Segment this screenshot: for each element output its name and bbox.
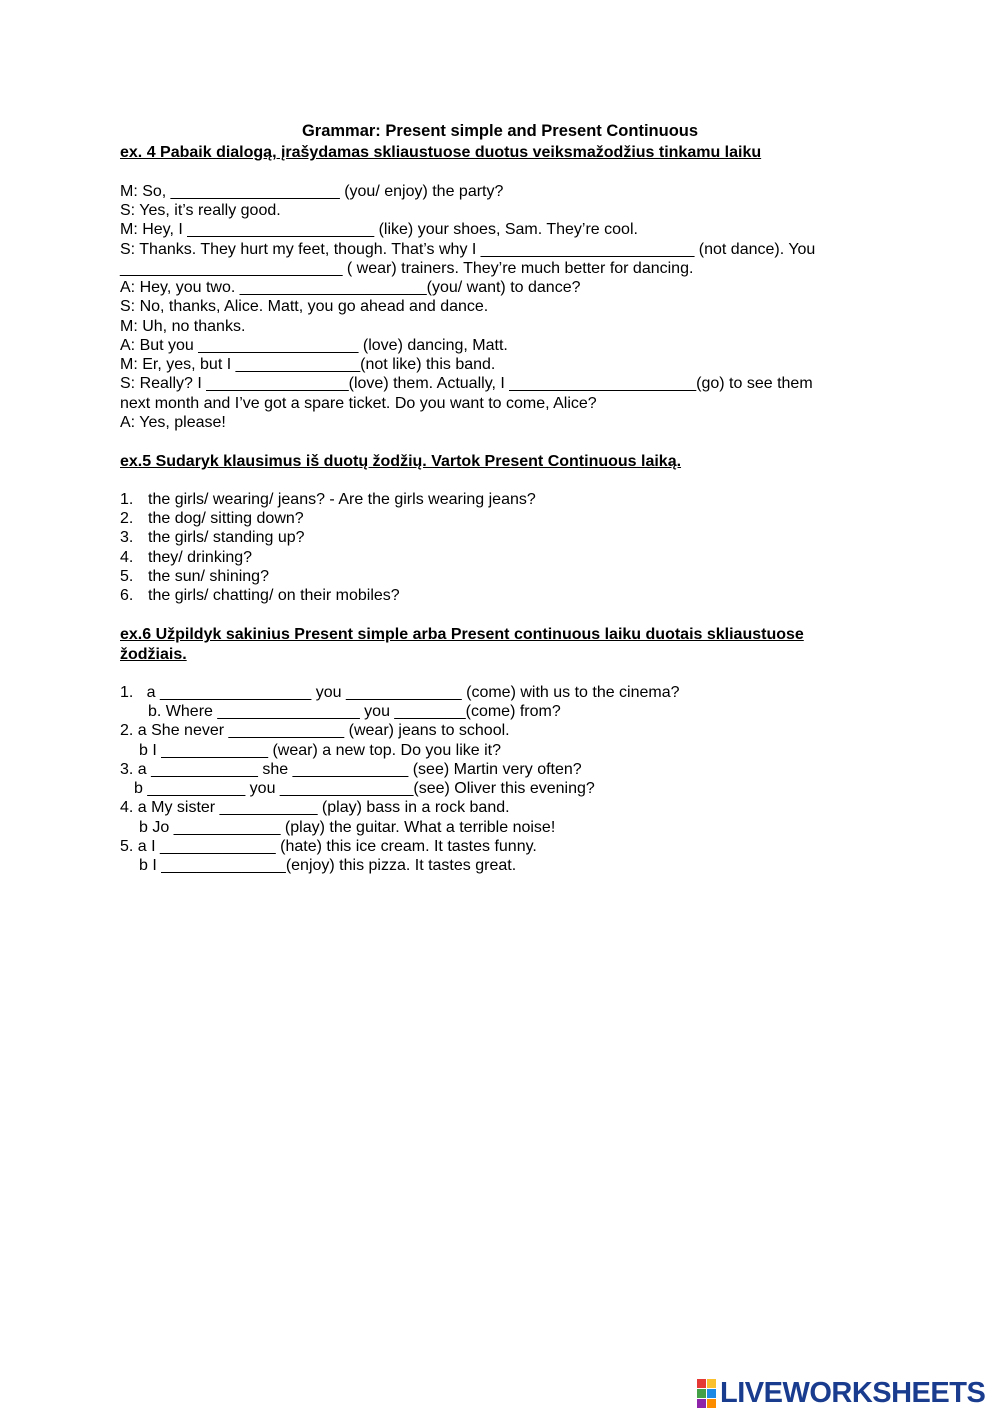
ex4-line: S: Yes, it’s really good.: [120, 202, 281, 219]
ex6-heading: ex.6 Užpildyk sakinius Present simple arba Present continuous laiku duotais skliaustuose: [120, 626, 804, 643]
ex5-item-number: 6.: [120, 587, 134, 604]
ex6-line: b I ____________ (wear) a new top. Do you like it?: [139, 742, 502, 759]
ex6-line: b ___________ you _______________(see) Oliver this evening?: [134, 780, 595, 797]
ex6-line: 3. a ____________ she _____________ (see) Martin very often?: [120, 761, 582, 778]
ex6-line: b. Where ________________ you ________(come) from?: [148, 703, 561, 720]
worksheet-title: Grammar: Present simple and Present Continuous: [301, 122, 699, 140]
ex6-line: 2. a She never _____________ (wear) jeans to school.: [120, 722, 510, 739]
ex5-item-text: the girls/ standing up?: [148, 529, 305, 546]
ex4-line: S: No, thanks, Alice. Matt, you go ahead and dance.: [120, 298, 489, 315]
ex4-line: M: So, ___________________ (you/ enjoy) the party?: [120, 183, 504, 200]
ex6-line: 5. a I _____________ (hate) this ice cream. It tastes funny.: [120, 838, 537, 855]
logo-text: LIVEWORKSHEETS: [720, 1376, 986, 1409]
ex4-line: M: Er, yes, but I ______________(not like) this band.: [120, 356, 496, 373]
ex6-line: b Jo ____________ (play) the guitar. What a terrible noise!: [139, 819, 556, 836]
ex6-line: 1. a _________________ you _____________ (come) with us to the cinema?: [120, 684, 680, 701]
ex4-line: S: Thanks. They hurt my feet, though. That’s why I ________________________ (not dance). You: [120, 241, 816, 258]
ex5-item-number: 5.: [120, 568, 134, 585]
ex4-line: _________________________ ( wear) trainers. They’re much better for dancing.: [120, 260, 694, 277]
ex5-item-text: they/ drinking?: [148, 549, 253, 566]
ex4-line: A: Yes, please!: [120, 414, 226, 431]
ex5-item-text: the sun/ shining?: [148, 568, 269, 585]
ex4-line: M: Hey, I _____________________ (like) your shoes, Sam. They’re cool.: [120, 221, 638, 238]
liveworksheets-logo: [697, 1378, 985, 1408]
ex4-line: A: Hey, you two. _____________________(you/ want) to dance?: [120, 279, 581, 296]
ex5-item-text: the girls/ chatting/ on their mobiles?: [148, 587, 400, 604]
ex6-line: b I ______________(enjoy) this pizza. It tastes great.: [139, 857, 517, 874]
ex4-line: next month and I’ve got a spare ticket. Do you want to come, Alice?: [120, 395, 597, 412]
ex5-heading: ex.5 Sudaryk klausimus iš duotų žodžių. Vartok Present Continuous laiką.: [120, 453, 682, 470]
ex5-item-number: 4.: [120, 549, 134, 566]
ex5-item-text: the girls/ wearing/ jeans? - Are the girls wearing jeans?: [148, 491, 536, 508]
logo-blocks-icon: [697, 1379, 716, 1408]
ex5-item-number: 3.: [120, 529, 134, 546]
ex6-line: 4. a My sister ___________ (play) bass in a rock band.: [120, 799, 510, 816]
ex4-line: A: But you __________________ (love) dancing, Matt.: [120, 337, 508, 354]
ex4-heading: ex. 4 Pabaik dialogą, įrašydamas skliaustuose duotus veiksmažodžius tinkamu laiku: [120, 144, 762, 161]
ex5-item-number: 1.: [120, 491, 134, 508]
ex4-line: S: Really? I ________________(love) them. Actually, I _____________________(go) to see them: [120, 375, 813, 392]
ex4-line: M: Uh, no thanks.: [120, 318, 246, 335]
ex6-heading-continued: žodžiais.: [120, 646, 187, 663]
ex5-item-number: 2.: [120, 510, 134, 527]
ex5-item-text: the dog/ sitting down?: [148, 510, 304, 527]
